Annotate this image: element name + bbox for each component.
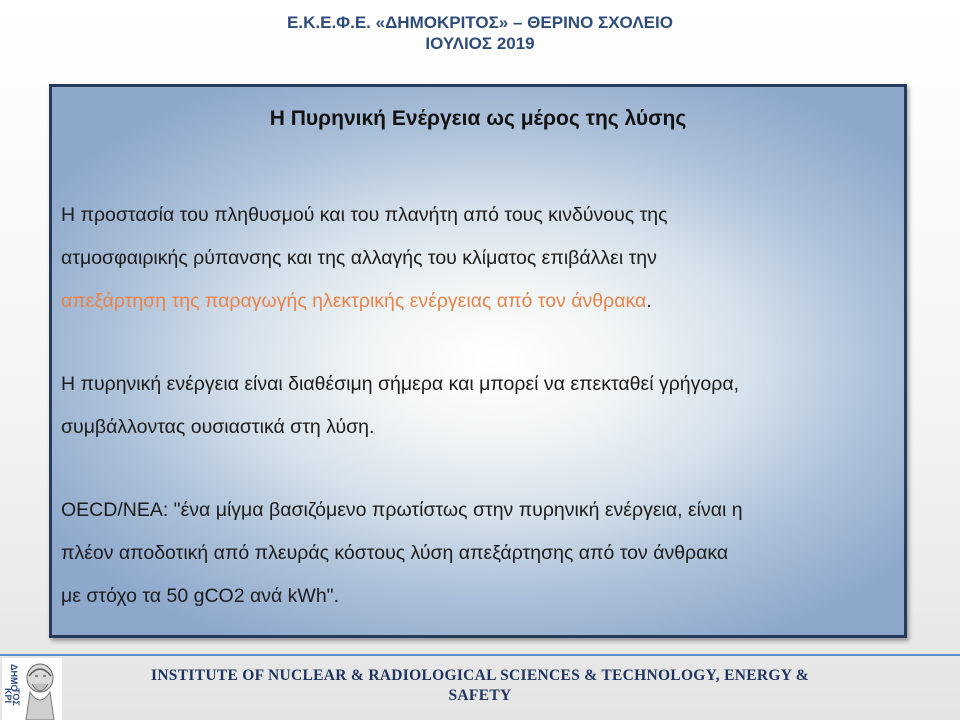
content-panel: [49, 84, 907, 638]
demokritos-logo-graphic: [2, 658, 62, 720]
paragraph-3-line-3: με στόχο τα 50 gCO2 ανά kWh".: [61, 585, 340, 607]
paragraph-2: [61, 363, 901, 449]
paragraph-2-line-2: συμβάλλοντας ουσιαστικά στη λύση.: [61, 416, 375, 438]
paragraph-3: [61, 489, 901, 618]
paragraph-1-line-3: [61, 280, 901, 323]
highlighted-phrase: απεξάρτηση της παραγωγής ηλεκτρικής ενέργειας από τον άνθρακα: [61, 290, 647, 312]
header-title: Ε.Κ.Ε.Φ.Ε. «ΔΗΜΟΚΡΙΤΟΣ» – ΘΕΡΙΝΟ ΣΧΟΛΕΙΟ: [287, 13, 673, 32]
paragraph-1-line-2: ατμοσφαιρικής ρύπανσης και της αλλαγής του κλίματος επιβάλλει την: [61, 247, 657, 269]
paragraph-1-period: .: [646, 290, 652, 312]
paragraph-2-line-1: Η πυρηνική ενέργεια είναι διαθέσιμη σήμερα και μπορεί να επεκταθεί γρήγορα,: [61, 373, 740, 395]
footer-divider: [0, 654, 960, 656]
svg-text:ΚΡΙ: ΚΡΙ: [3, 688, 13, 704]
svg-text:ΔΗΜΟ: ΔΗΜΟ: [9, 664, 19, 692]
paragraph-1: [61, 194, 901, 323]
paragraph-3-line-2: πλέον αποδοτική από πλευράς κόστους λύση απεξάρτησης από τον άνθρακα: [61, 542, 729, 564]
institute-name-line-1: INSTITUTE OF NUCLEAR & RADIOLOGICAL SCIENCES & TECHNOLOGY, ENERGY &: [150, 667, 809, 684]
svg-text:ΤΟΣ: ΤΟΣ: [11, 688, 21, 706]
slide-header: [0, 12, 960, 54]
paragraph-3-line-1: OECD/NEA: "ένα μίγμα βασιζόμενο πρωτίστως στην πυρηνική ενέργεια, είναι η: [61, 499, 743, 521]
panel-title: Η Πυρηνική Ενέργεια ως μέρος της λύσης: [269, 107, 687, 130]
demokritos-logo: [2, 658, 62, 720]
institute-name-line-2: SAFETY: [448, 687, 512, 704]
institute-name: [70, 666, 890, 706]
paragraph-1-line-1: Η προστασία του πληθυσμού και του πλανήτη από τους κινδύνους της: [61, 204, 668, 226]
header-date: ΙΟΥΛΙΟΣ 2019: [425, 34, 535, 53]
